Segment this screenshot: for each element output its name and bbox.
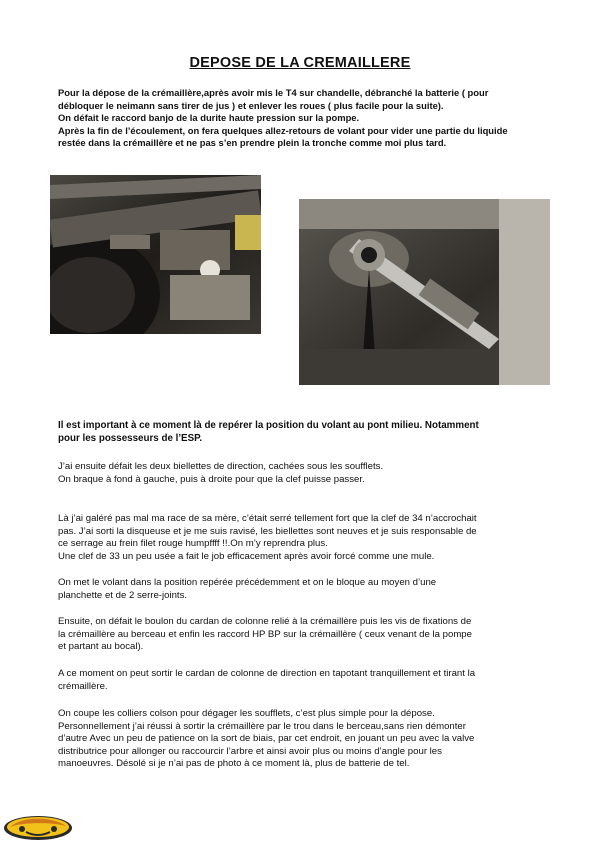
text-line: manoeuvres. Désolé si je n’ai pas de photo à ce moment là, plus de batterie de tel. — [58, 758, 410, 770]
text-line: On coupe les colliers colson pour dégager les soufflets, c’est plus simple pour la dépose. — [58, 708, 435, 719]
intro-line: débloquer le neimann sans tirer de jus ) et enlever les roues ( plus facile pour la suite). — [58, 99, 444, 111]
page-title: DEPOSE DE LA CREMAILLERE — [189, 55, 411, 71]
text-line: distributrice pour allonger ou raccourcir l’arbre et ainsi avoir plus ou moins d’angle pour les — [58, 745, 442, 757]
important-paragraph — [58, 420, 550, 445]
text-line: d’autre Avec un peu de patience on la sort de biais, par cet endroit, en jouant un peu avec la valve — [58, 733, 475, 745]
text-line: la crémaillère au berceau et enfin les raccord HP BP sur la crémaillère ( ceux venant de la pompe — [58, 628, 472, 640]
biellettes-paragraph — [58, 461, 550, 486]
photo-rack-underside — [50, 175, 261, 334]
text-line: A ce moment on peut sortir le cardan de colonne de direction en tapotant tranquillement et tirant la — [58, 668, 476, 679]
intro-line: restée dans la crémaillère et ne pas s’en prendre plein la tronche comme moi plus tard. — [58, 137, 447, 149]
colliers-paragraph — [58, 708, 550, 771]
text-line: On met le volant dans la position repérée précédemment et on le bloque au moyen d’une — [58, 577, 437, 588]
text-line: Là j’ai galéré pas mal ma race de sa mère, c’était serré tellement fort que la clef de 34 n’accrochait — [58, 513, 477, 524]
text-line: ce serrage au frein filet rouge humpffff !!.On m’y reprendra plus. — [58, 538, 328, 550]
text-line: On braque à fond à gauche, puis à droite pour que la clef puisse passer. — [58, 473, 365, 485]
boulon-paragraph — [58, 616, 550, 654]
text-line: J’ai ensuite défait les deux biellettes de direction, cachées sous les soufflets. — [58, 461, 384, 472]
important-line: pour les possesseurs de l’ESP. — [58, 432, 203, 444]
text-line: Personnellement j’ai réussi à sortir la crémaillère par le trou dans le berceau,sans rien démonter — [58, 720, 466, 732]
volant-paragraph — [58, 577, 550, 602]
text-line: Ensuite, on défait le boulon du cardan de colonne relié à la crémaillère puis les vis de fixations de — [58, 616, 472, 627]
intro-paragraph — [58, 87, 558, 150]
cardan-paragraph — [58, 668, 550, 693]
brand-logo — [2, 812, 74, 842]
galere-paragraph — [58, 513, 550, 563]
text-line: et partant au bocal). — [58, 641, 144, 653]
intro-line: On défait le raccord banjo de la durite haute pression sur la pompe. — [58, 112, 360, 124]
text-line: crémaillère. — [58, 680, 108, 692]
text-line: pas. J’ai sorti la disqueuse et je me suis ravisé, les biellettes sont neuves et je suis responsable de — [58, 525, 477, 537]
intro-line: Pour la dépose de la crémaillère,après avoir mis le T4 sur chandelle, débranché la batterie ( pour — [58, 87, 489, 98]
intro-line: Après la fin de l’écoulement, on fera quelques allez-retours de volant pour vider une partie du liquide — [58, 124, 508, 136]
photo-wrench-on-nut — [299, 199, 550, 385]
text-line: planchette et de 2 serre-joints. — [58, 589, 188, 601]
text-line: Une clef de 33 un peu usée a fait le job efficacement après avoir forcé comme une mule. — [58, 550, 435, 562]
important-line: Il est important à ce moment là de repérer la position du volant au pont milieu. Notamment — [58, 420, 479, 431]
